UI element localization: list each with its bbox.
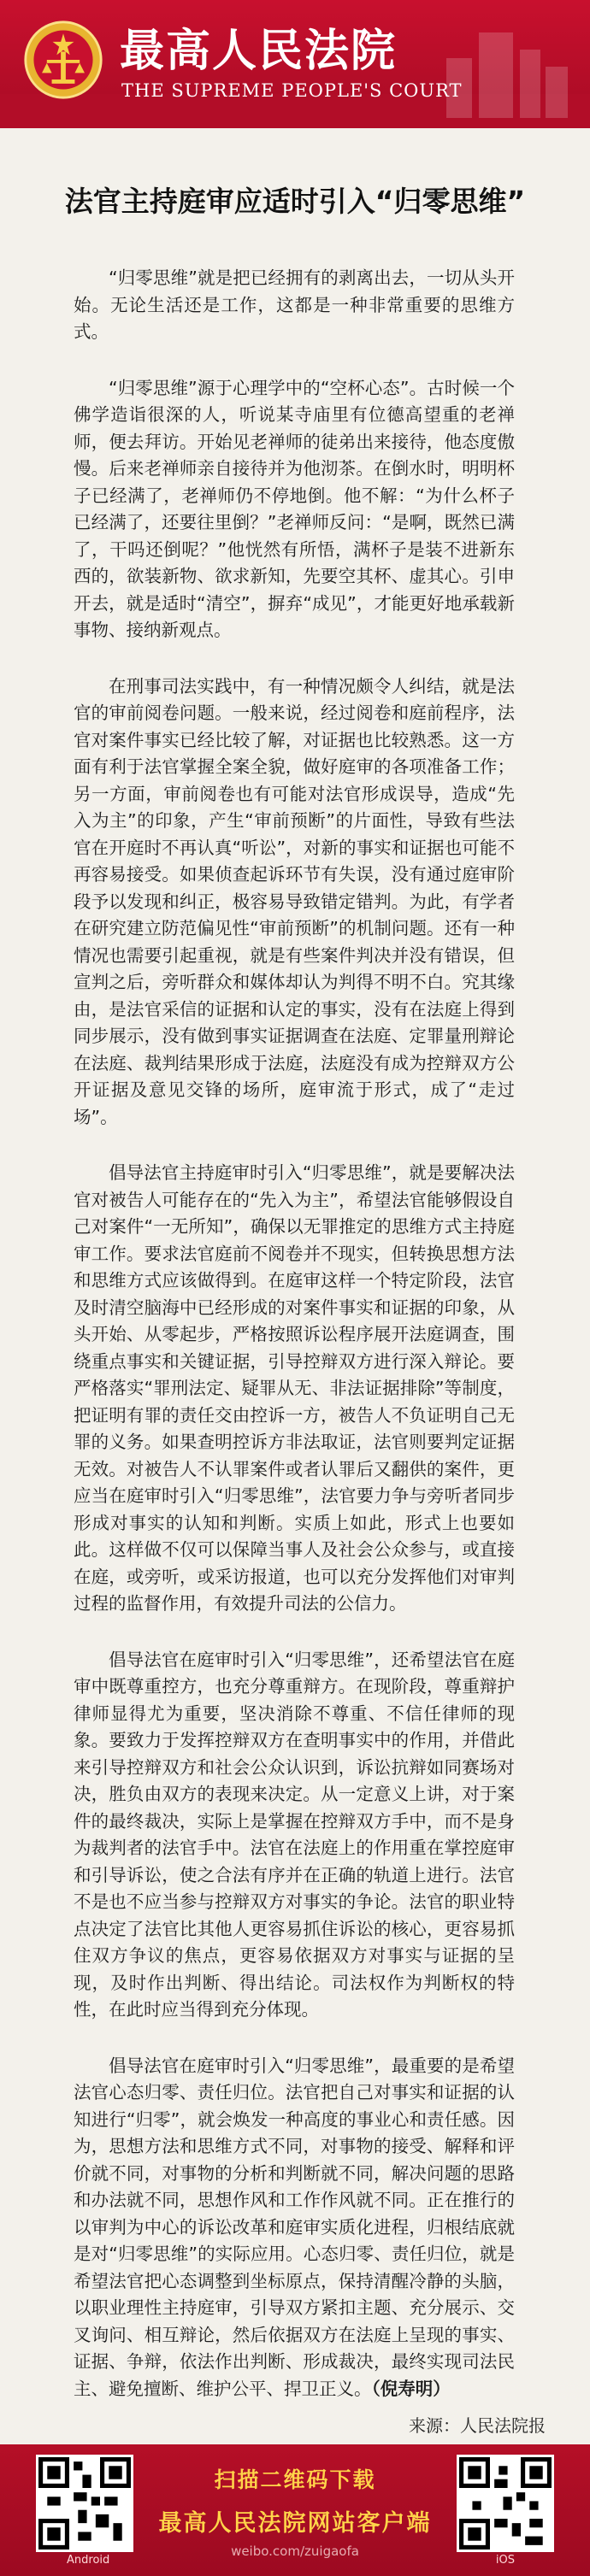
paragraph-text: 倡导法官在庭审时引入“归零思维”，最重要的是希望法官心态归零、责任归位。法官把自己对事实和证据的认知进行“归零”，就会焕发一种高度的事业心和责任感。因为，思想方法和思维方式不同，对事物的接受、解释和评价就不同，对事物的分析和判断就不同，解决问题的思路和办法就不同，思想作风和工作作风就不同。正在推行的以审判为中心的诉讼改革和庭审实质化进程，归根结底就是对“归零思维”的实际应用。心态归零、责任归位，就是希望法官把心态调整到坐标原点，保持清醒冷静的头脑，以职业理性主持庭审，引导双方紧扣主题、充分展示、交叉询问、相互辩论，然后依据双方在法庭上呈现的事实、证据、争辩，依法作出判断、形成裁决，最终实现司法民主、避免擅断、维护公平、捍卫正义。: [74, 2055, 515, 2399]
article-title: 法官主持庭审应适时引入“归零思维”: [64, 185, 526, 218]
article-body: [74, 265, 515, 2403]
building-watermark-icon: [438, 15, 575, 118]
header-banner: [0, 0, 590, 128]
paragraph: “归零思维”源于心理学中的“空杯心态”。古时候一个佛学造诣很深的人，听说某寺庙里有位德高望重的老禅师，便去拜访。开始见老禅师的徒弟出来接待，他态度傲慢。后来老禅师亲自接待并为他沏茶。在倒水时，明明杯子已经满了，老禅师仍不停地倒。他不解：“为什么杯子已经满了，还要往里倒？”老禅师反问：“是啊，既然已满了，干吗还倒呢？”他恍然有所悟，满杯子是装不进新东西的，欲装新物、欲求新知，先要空其杯、虚其心。引申开去，就是适时“清空”，摒弃“成见”，才能更好地承载新事物、接纳新观点。: [74, 377, 515, 640]
paragraph-last: [74, 2053, 515, 2403]
paragraph: 在刑事司法实践中，有一种情况颇令人纠结，就是法官的审前阅卷问题。一般来说，经过阅卷和庭前程序，法官对案件事实已经比较了解，对证据也比较熟悉。这一方面有利于法官掌握全案全貌，做好庭审的各项准备工作；另一方面，审前阅卷也有可能对法官形成误导，造成“先入为主”的印象，产生“审前预断”的片面性，导致有些法官在开庭时不再认真“听讼”，对新的事实和证据也可能不再容易接受。如果侦查起诉环节有失误，没有通过庭审阶段予以发现和纠正，极容易导致错定错判。为此，有学者在研究建立防范偏见性“审前预断”的机制问题。还有一种情况也需要引起重视，就是有些案件判决并没有错误，但宣判之后，旁听群众和媒体却认为判得不明不白。究其缘由，是法官采信的证据和认定的事实，没有在法庭上得到同步展示，没有做到事实证据调查在法庭、定罪量刑辩论在法庭、裁判结果形成于法庭，法庭没有成为控辩双方公开证据及意见交锋的场所，庭审流于形式，成了“走过场”。: [74, 675, 515, 1127]
android-label: Android: [67, 2554, 110, 2567]
scan-qr-text: 扫描二维码下载: [214, 2467, 376, 2492]
author: （倪寿明）: [371, 2378, 451, 2399]
paragraph: “归零思维”就是把已经拥有的剥离出去，一切从头开始。无论生活还是工作，这都是一种非常重要的思维方式。: [74, 268, 515, 342]
court-name-cn: 最高人民法院: [120, 26, 398, 77]
client-download-text: 最高人民法院网站客户端: [158, 2510, 432, 2537]
ios-label: iOS: [495, 2554, 515, 2567]
court-name-en: THE SUPREME PEOPLE'S COURT: [121, 80, 463, 101]
court-emblem-icon: [22, 19, 104, 101]
footer-banner: [0, 2444, 590, 2576]
article-source: 来源：人民法院报: [409, 2415, 546, 2436]
paragraph: 倡导法官主持庭审时引入“归零思维”，就是要解决法官对被告人可能存在的“先入为主”，希望法官能够假设自己对案件“一无所知”，确保以无罪推定的思维方式主持庭审工作。要求法官庭前不阅卷并不现实，但转换思想方法和思维方式应该做得到。在庭审这样一个特定阶段，法官及时清空脑海中已经形成的对案件事实和证据的印象，从头开始、从零起步，严格按照诉讼程序展开法庭调查，围绕重点事实和关键证据，引导控辩双方进行深入辩论。要严格落实“罪刑法定、疑罪从无、非法证据排除”等制度，把证明有罪的责任交由控诉一方，被告人不负证明自己无罪的义务。如果查明控诉方非法取证，法官则要判定证据无效。对被告人不认罪案件或者认罪后又翻供的案件，更应当在庭审时引入“归零思维”，法官要力争与旁听者同步形成对事实的认知和判断。实质上如此，形式上也要如此。这样做不仅可以保障当事人及社会公众参与，或直接在庭，或旁听，或采访报道，也可以充分发挥他们对审判过程的监督作用，有效提升司法的公信力。: [74, 1162, 515, 1614]
weibo-watermark: weibo.com/zuigaofa: [231, 2544, 359, 2559]
paragraph: 倡导法官在庭审时引入“归零思维”，还希望法官在庭审中既尊重控方，也充分尊重辩方。在现阶段，尊重辩护律师显得尤为重要，坚决消除不尊重、不信任律师的现象。要致力于发挥控辩双方在查明事实中的作用，并借此来引导控辩双方和社会公众认识到，诉讼抗辩如同赛场对决，胜负由双方的表现来决定。从一定意义上讲，对于案件的最终裁决，实际上是掌握在控辩双方手中，而不是身为裁判者的法官手中。法官在法庭上的作用重在掌控庭审和引导诉讼，使之合法有序并在正确的轨道上进行。法官不是也不应当参与控辩双方对事实的争论。法官的职业特点决定了法官比其他人更容易抓住诉讼的核心，更容易抓住双方争议的焦点，更容易依据双方对事实与证据的呈现，及时作出判断、得出结论。司法权作为判断权的特性，在此时应当得到充分体现。: [74, 1649, 515, 2020]
